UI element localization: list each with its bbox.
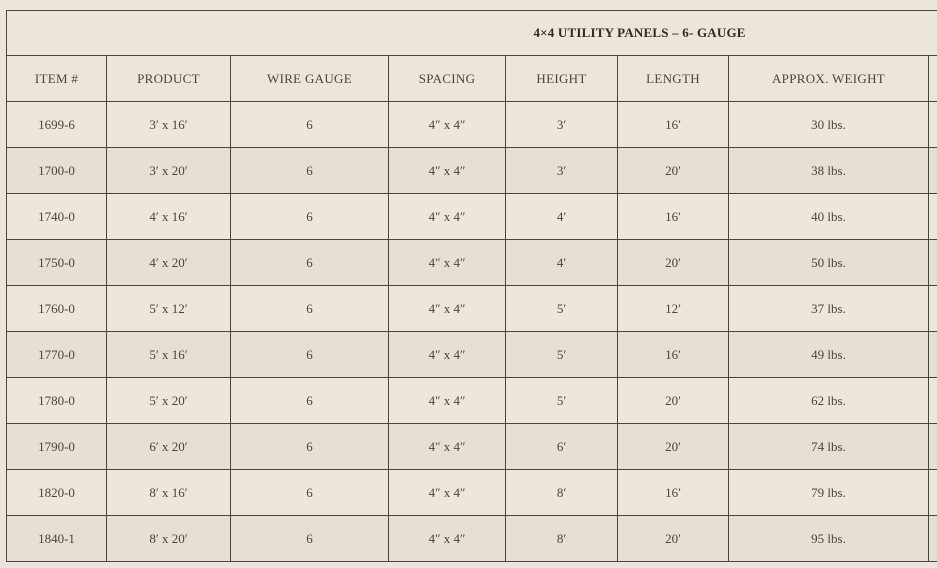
- cell-spacing: 4″ x 4″: [389, 102, 506, 148]
- cell-height: 5′: [506, 378, 618, 424]
- cell-extra: [929, 102, 937, 148]
- cell-approx-weight: 95 lbs.: [729, 516, 929, 562]
- table-row: [7, 286, 937, 332]
- cell-product: 5′ x 20′: [107, 378, 231, 424]
- cell-approx-weight: 50 lbs.: [729, 240, 929, 286]
- table-row: [7, 378, 937, 424]
- cell-item-number: 1820-0: [7, 470, 107, 516]
- header-spacing: SPACING: [389, 56, 506, 102]
- cell-extra: [929, 424, 937, 470]
- cell-approx-weight: 49 lbs.: [729, 332, 929, 378]
- product-table-container: [6, 10, 937, 562]
- cell-spacing: 4″ x 4″: [389, 424, 506, 470]
- cell-item-number: 1760-0: [7, 286, 107, 332]
- cell-item-number: 1699-6: [7, 102, 107, 148]
- cell-height: 5′: [506, 286, 618, 332]
- cell-length: 20′: [618, 240, 729, 286]
- cell-spacing: 4″ x 4″: [389, 194, 506, 240]
- cell-height: 6′: [506, 424, 618, 470]
- cell-spacing: 4″ x 4″: [389, 332, 506, 378]
- cell-height: 3′: [506, 102, 618, 148]
- table-header-row: [7, 56, 937, 102]
- cell-spacing: 4″ x 4″: [389, 378, 506, 424]
- table-row: [7, 470, 937, 516]
- cell-approx-weight: 62 lbs.: [729, 378, 929, 424]
- cell-length: 16′: [618, 332, 729, 378]
- cell-extra: [929, 194, 937, 240]
- cell-approx-weight: 38 lbs.: [729, 148, 929, 194]
- cell-wire-gauge: 6: [231, 378, 389, 424]
- cell-product: 4′ x 20′: [107, 240, 231, 286]
- table-row: [7, 102, 937, 148]
- table-row: [7, 194, 937, 240]
- cell-item-number: 1780-0: [7, 378, 107, 424]
- cell-extra: [929, 148, 937, 194]
- cell-approx-weight: 30 lbs.: [729, 102, 929, 148]
- cell-spacing: 4″ x 4″: [389, 286, 506, 332]
- cell-wire-gauge: 6: [231, 332, 389, 378]
- cell-extra: [929, 516, 937, 562]
- cell-approx-weight: 40 lbs.: [729, 194, 929, 240]
- cell-product: 6′ x 20′: [107, 424, 231, 470]
- cell-item-number: 1750-0: [7, 240, 107, 286]
- table-row: [7, 332, 937, 378]
- cell-wire-gauge: 6: [231, 148, 389, 194]
- table-title-row: [7, 11, 937, 56]
- cell-extra: [929, 378, 937, 424]
- cell-height: 5′: [506, 332, 618, 378]
- cell-length: 16′: [618, 194, 729, 240]
- table-title-cell: [7, 11, 937, 56]
- cell-length: 20′: [618, 516, 729, 562]
- cell-product: 3′ x 16′: [107, 102, 231, 148]
- cell-item-number: 1700-0: [7, 148, 107, 194]
- cell-item-number: 1790-0: [7, 424, 107, 470]
- cell-length: 16′: [618, 102, 729, 148]
- header-wire-gauge: WIRE GAUGE: [231, 56, 389, 102]
- utility-panels-table: [6, 10, 937, 562]
- cell-wire-gauge: 6: [231, 424, 389, 470]
- cell-extra: [929, 470, 937, 516]
- cell-length: 20′: [618, 424, 729, 470]
- cell-spacing: 4″ x 4″: [389, 240, 506, 286]
- cell-item-number: 1840-1: [7, 516, 107, 562]
- cell-product: 4′ x 16′: [107, 194, 231, 240]
- cell-spacing: 4″ x 4″: [389, 470, 506, 516]
- cell-extra: [929, 332, 937, 378]
- table-body: [7, 102, 937, 562]
- cell-item-number: 1770-0: [7, 332, 107, 378]
- table-row: [7, 424, 937, 470]
- cell-product: 8′ x 16′: [107, 470, 231, 516]
- cell-length: 12′: [618, 286, 729, 332]
- header-height: HEIGHT: [506, 56, 618, 102]
- cell-product: 5′ x 12′: [107, 286, 231, 332]
- cell-wire-gauge: 6: [231, 516, 389, 562]
- cell-length: 16′: [618, 470, 729, 516]
- cell-product: 3′ x 20′: [107, 148, 231, 194]
- cell-spacing: 4″ x 4″: [389, 516, 506, 562]
- cell-height: 4′: [506, 194, 618, 240]
- cell-wire-gauge: 6: [231, 286, 389, 332]
- cell-extra: [929, 240, 937, 286]
- cell-product: 8′ x 20′: [107, 516, 231, 562]
- cell-height: 8′: [506, 470, 618, 516]
- cell-product: 5′ x 16′: [107, 332, 231, 378]
- cell-height: 8′: [506, 516, 618, 562]
- header-product: PRODUCT: [107, 56, 231, 102]
- table-row: [7, 516, 937, 562]
- cell-wire-gauge: 6: [231, 102, 389, 148]
- cell-approx-weight: 37 lbs.: [729, 286, 929, 332]
- header-approx-weight: APPROX. WEIGHT: [729, 56, 929, 102]
- header-item-number: ITEM #: [7, 56, 107, 102]
- header-length: LENGTH: [618, 56, 729, 102]
- cell-approx-weight: 74 lbs.: [729, 424, 929, 470]
- cell-extra: [929, 286, 937, 332]
- table-row: [7, 240, 937, 286]
- table-title: 4×4 UTILITY PANELS – 6- GAUGE: [533, 25, 746, 40]
- cell-wire-gauge: 6: [231, 240, 389, 286]
- cell-length: 20′: [618, 378, 729, 424]
- cell-item-number: 1740-0: [7, 194, 107, 240]
- cell-approx-weight: 79 lbs.: [729, 470, 929, 516]
- cell-height: 3′: [506, 148, 618, 194]
- cell-length: 20′: [618, 148, 729, 194]
- cell-spacing: 4″ x 4″: [389, 148, 506, 194]
- table-row: [7, 148, 937, 194]
- cell-wire-gauge: 6: [231, 194, 389, 240]
- cell-wire-gauge: 6: [231, 470, 389, 516]
- header-extra-column: [929, 56, 937, 102]
- cell-height: 4′: [506, 240, 618, 286]
